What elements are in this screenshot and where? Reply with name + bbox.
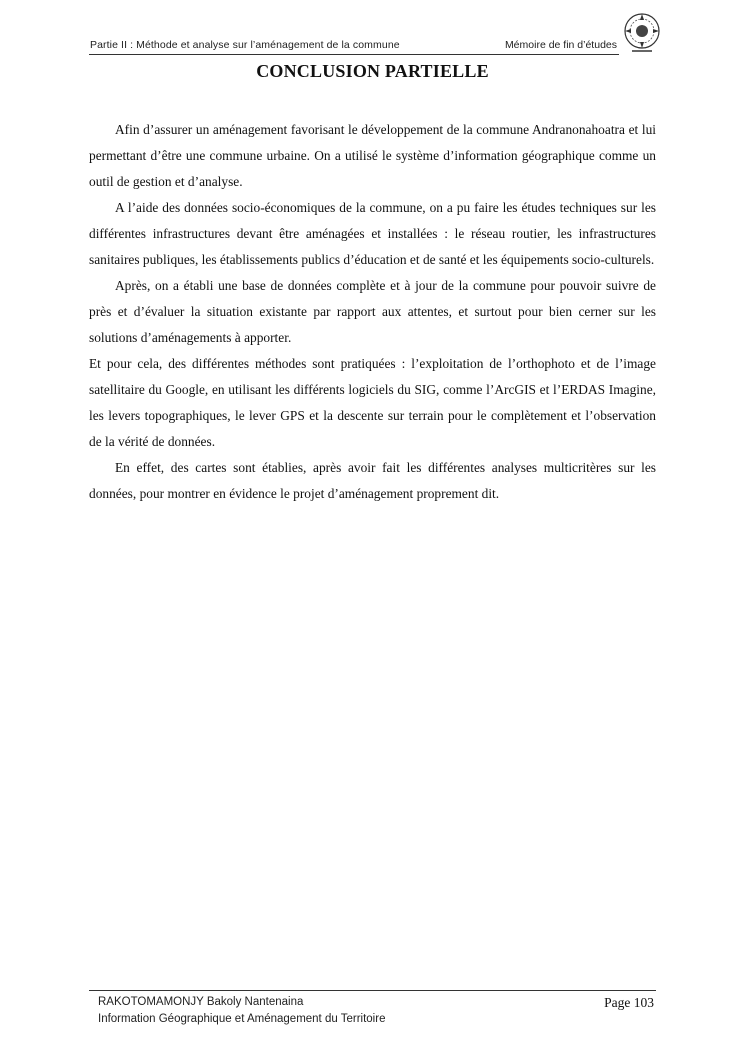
paragraph-5: En effet, des cartes sont établies, après avoir fait les différentes analyses multicritères sur les données, pour montrer en évidence le projet d’aménagement proprement dit. bbox=[89, 460, 656, 501]
page-header bbox=[89, 38, 619, 55]
paragraph-4: Et pour cela, des différentes méthodes sont pratiquées : l’exploitation de l’orthophoto et de l’image satellitaire du Google, en utilisant les différents logiciels du SIG, comme l’ArcGIS et l’ERDAS Imagine, les levers topographiques, le lever GPS et la descente sur terrain pour le complètement et l’observation de la vérité de données. bbox=[89, 356, 656, 449]
body-text bbox=[89, 117, 656, 507]
footer-program: Information Géographique et Aménagement du Territoire bbox=[98, 1013, 386, 1025]
paragraph-3: Après, on a établi une base de données complète et à jour de la commune pour pouvoir suivre de près et d’évaluer la situation existante par rapport aux attentes, et surtout pour bien cerner sur les solutions d’aménagements à apporter. bbox=[89, 278, 656, 345]
header-section-title: Partie II : Méthode et analyse sur l’aménagement de la commune bbox=[90, 39, 400, 51]
school-emblem-icon bbox=[620, 10, 664, 54]
page-footer bbox=[89, 990, 656, 1033]
header-document-type: Mémoire de fin d’études bbox=[504, 39, 617, 51]
paragraph-1: Afin d’assurer un aménagement favorisant le développement de la commune Andranonahoatra et lui permettant d’être une commune urbaine. On a utilisé le système d’information géographique comme un outil de gestion et d’analyse. bbox=[89, 122, 656, 189]
paragraph-2: A l’aide des données socio-économiques de la commune, on a pu faire les études techniques sur les différentes infrastructures devant être aménagées et installées : le réseau routier, les infrastructures sanitaires publiques, les établissements publics d’éducation et de santé et les équipements socio-culturels. bbox=[89, 200, 656, 267]
footer-author: RAKOTOMAMONJY Bakoly Nantenaina bbox=[98, 996, 304, 1008]
page-number: Page 103 bbox=[604, 995, 654, 1010]
page-title: CONCLUSION PARTIELLE bbox=[256, 61, 489, 81]
